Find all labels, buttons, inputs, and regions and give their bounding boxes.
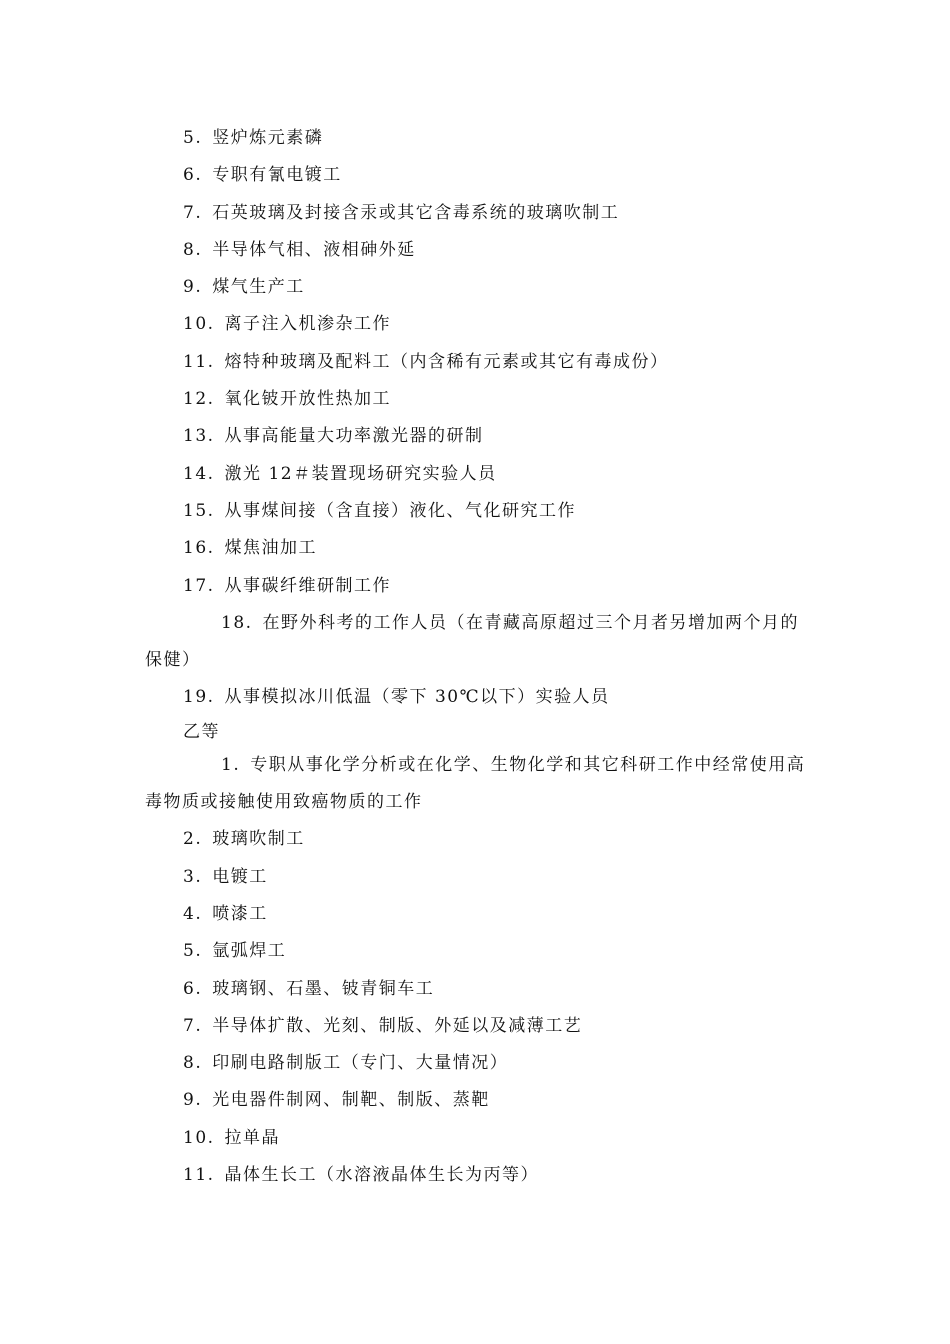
list-item xyxy=(145,493,810,530)
list-item xyxy=(145,1157,810,1194)
item-text: 玻璃吹制工 xyxy=(212,829,305,850)
list-item xyxy=(145,747,810,822)
item-text: 氧化铍开放性热加工 xyxy=(224,389,392,410)
item-number: 9. xyxy=(183,1090,203,1111)
list-item xyxy=(145,933,810,970)
item-text: 从事高能量大功率激光器的研制 xyxy=(224,426,484,447)
list-item xyxy=(145,157,810,194)
item-text: 离子注入机渗杂工作 xyxy=(224,314,392,335)
item-number: 11. xyxy=(183,351,215,372)
item-text: 印刷电路制版工（专门、大量情况） xyxy=(212,1053,509,1074)
list-item xyxy=(145,896,810,933)
item-text: 熔特种玻璃及配料工（内含稀有元素或其它有毒成份） xyxy=(224,351,669,372)
list-item xyxy=(145,859,810,896)
list-item xyxy=(145,605,810,680)
item-number: 19. xyxy=(183,687,215,708)
item-text: 从事模拟冰川低温（零下 30℃以下）实验人员 xyxy=(224,687,610,708)
item-number: 16. xyxy=(183,538,215,559)
list-item xyxy=(145,418,810,455)
item-text: 玻璃钢、石墨、铍青铜车工 xyxy=(212,978,435,999)
list-item xyxy=(145,1045,810,1082)
item-text: 氩弧焊工 xyxy=(212,941,287,962)
item-text: 从事煤间接（含直接）液化、气化研究工作 xyxy=(224,500,577,521)
item-text: 光电器件制网、制靶、制版、蒸靶 xyxy=(212,1090,490,1111)
item-number: 9. xyxy=(183,277,203,298)
item-number: 8. xyxy=(183,239,203,260)
list-item xyxy=(145,1082,810,1119)
list-item xyxy=(145,344,810,381)
item-text: 激光 12＃装置现场研究实验人员 xyxy=(224,463,497,484)
item-text: 喷漆工 xyxy=(212,903,268,924)
item-number: 10. xyxy=(183,1127,215,1148)
item-text: 从事碳纤维研制工作 xyxy=(224,575,392,596)
item-text: 石英玻璃及封接含汞或其它含毒系统的玻璃吹制工 xyxy=(212,202,620,223)
item-number: 5. xyxy=(183,128,203,148)
list-item xyxy=(145,971,810,1008)
item-number: 11. xyxy=(183,1165,215,1186)
item-number: 2. xyxy=(183,829,203,850)
item-number: 5. xyxy=(183,941,203,962)
list-item xyxy=(145,679,810,716)
item-text: 半导体扩散、光刻、制版、外延以及减薄工艺 xyxy=(212,1015,583,1036)
list-item xyxy=(145,195,810,232)
list-item xyxy=(145,821,810,858)
item-text: 在野外科考的工作人员（在青藏高原超过三个月者另增加两个月的保健） xyxy=(145,612,800,671)
list-item xyxy=(145,1008,810,1045)
list-item xyxy=(145,568,810,605)
item-text: 竖炉炼元素磷 xyxy=(212,128,324,148)
item-number: 17. xyxy=(183,575,215,596)
list-item xyxy=(145,456,810,493)
item-number: 6. xyxy=(183,165,203,186)
list-item xyxy=(145,530,810,567)
item-number: 7. xyxy=(183,202,203,223)
item-text: 专职有氰电镀工 xyxy=(212,165,342,186)
item-number: 4. xyxy=(183,903,203,924)
document-body xyxy=(145,120,810,1194)
list-item xyxy=(145,232,810,269)
list-item xyxy=(145,120,810,157)
item-number: 15. xyxy=(183,500,215,521)
item-number: 13. xyxy=(183,426,215,447)
item-text: 专职从事化学分析或在化学、生物化学和其它科研工作中经常使用高毒物质或接触使用致癌物质的工作 xyxy=(145,754,806,813)
item-number: 8. xyxy=(183,1053,203,1074)
item-number: 14. xyxy=(183,463,215,484)
item-number: 7. xyxy=(183,1015,203,1036)
item-number: 6. xyxy=(183,978,203,999)
item-text: 煤气生产工 xyxy=(212,277,305,298)
list-item xyxy=(145,1120,810,1157)
item-text: 电镀工 xyxy=(212,866,268,887)
item-number: 18. xyxy=(221,612,253,633)
item-number: 10. xyxy=(183,314,215,335)
list-item xyxy=(145,269,810,306)
list-item xyxy=(145,381,810,418)
section-title: 乙等 xyxy=(183,721,220,742)
list-item xyxy=(145,306,810,343)
item-text: 煤焦油加工 xyxy=(224,538,318,559)
item-text: 拉单晶 xyxy=(224,1127,281,1148)
item-number: 1. xyxy=(221,754,241,775)
item-text: 半导体气相、液相砷外延 xyxy=(212,239,416,260)
item-number: 3. xyxy=(183,866,203,887)
item-number: 12. xyxy=(183,389,215,410)
item-text: 晶体生长工（水溶液晶体生长为丙等） xyxy=(224,1165,540,1186)
